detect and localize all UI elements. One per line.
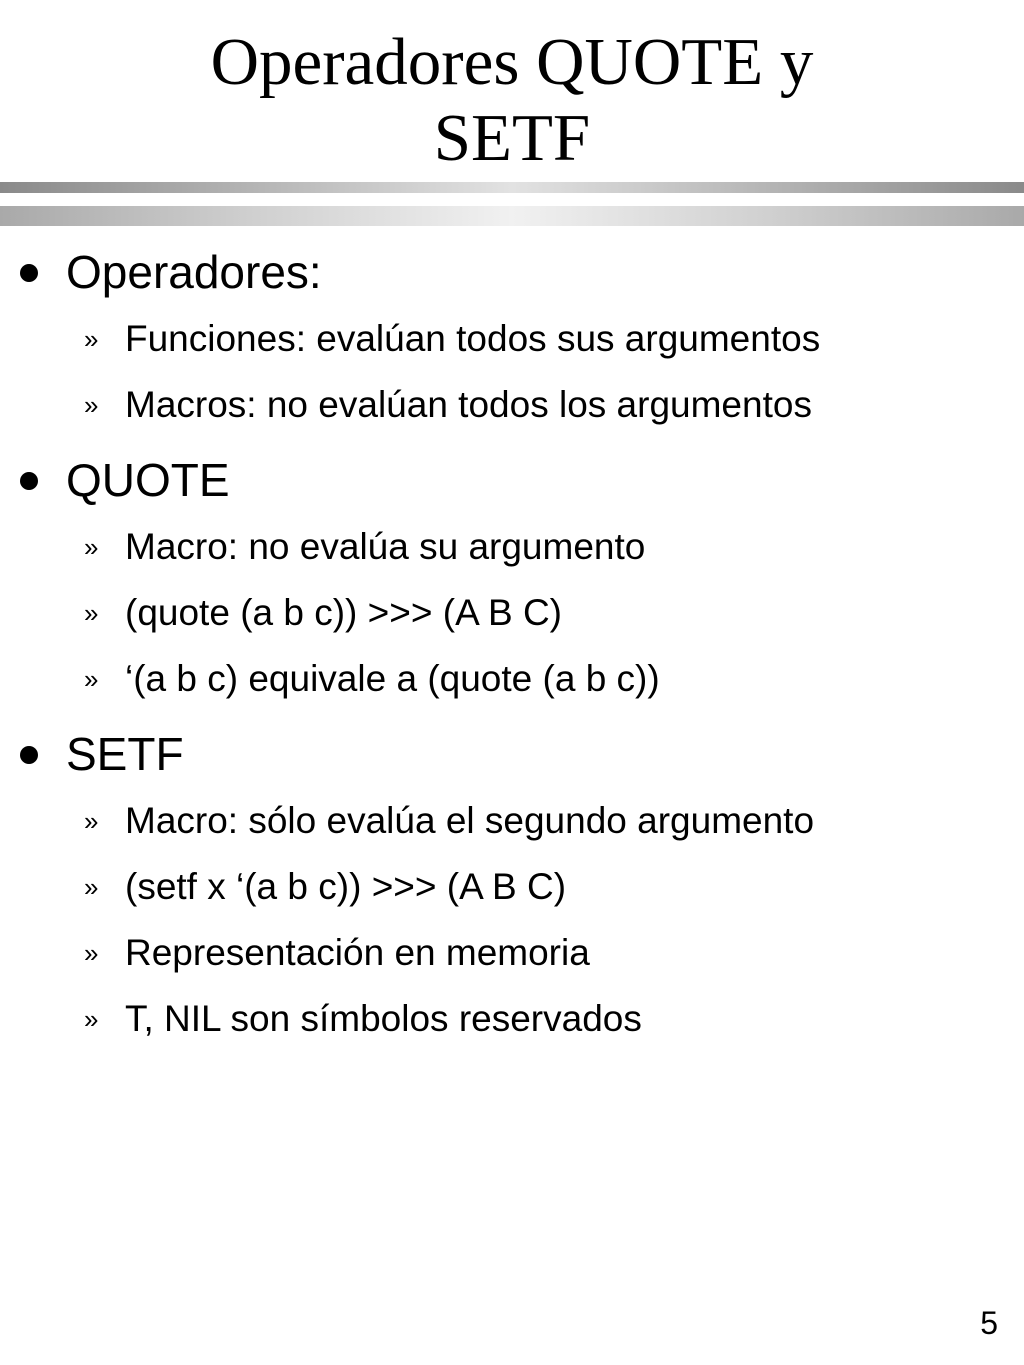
sub-item — [0, 306, 1024, 372]
sub-item-text: ‘(a b c) equivale a (quote (a b c)) — [125, 658, 660, 699]
chevron-right-icon: » — [84, 1004, 99, 1034]
sub-item-text: Representación en memoria — [125, 932, 590, 973]
title-divider-top — [0, 182, 1024, 193]
sub-item-text: Macro: sólo evalúa el segundo argumento — [125, 800, 815, 841]
sub-item-text: (quote (a b c)) >>> (A B C) — [125, 592, 562, 633]
sub-item — [0, 920, 1024, 986]
sub-item-text: Macro: no evalúa su argumento — [125, 526, 646, 567]
slide-title — [0, 24, 1024, 176]
chevron-right-icon: » — [84, 664, 99, 694]
bullet-item-quote — [0, 446, 1024, 514]
sub-item-text: Funciones: evalúan todos sus argumentos — [125, 318, 821, 359]
sub-item-text: Macros: no evalúan todos los argumentos — [125, 384, 812, 425]
slide-body — [0, 238, 1024, 1052]
bullet-dot-icon — [20, 264, 38, 282]
sub-item — [0, 514, 1024, 580]
bullet-text: QUOTE — [66, 454, 230, 506]
chevron-right-icon: » — [84, 390, 99, 420]
chevron-right-icon: » — [84, 532, 99, 562]
bullet-text: Operadores: — [66, 246, 322, 298]
sub-item-text: (setf x ‘(a b c)) >>> (A B C) — [125, 866, 567, 907]
sub-item — [0, 646, 1024, 712]
slide-title-line-2: SETF — [433, 101, 591, 175]
sub-item — [0, 854, 1024, 920]
bullet-item-operadores — [0, 238, 1024, 306]
sub-item — [0, 986, 1024, 1052]
chevron-right-icon: » — [84, 872, 99, 902]
bullet-dot-icon — [20, 472, 38, 490]
sub-item — [0, 788, 1024, 854]
sub-item — [0, 580, 1024, 646]
chevron-right-icon: » — [84, 938, 99, 968]
chevron-right-icon: » — [84, 598, 99, 628]
chevron-right-icon: » — [84, 806, 99, 836]
chevron-right-icon: » — [84, 324, 99, 354]
page-number: 5 — [980, 1305, 998, 1341]
bullet-item-setf — [0, 720, 1024, 788]
bullet-dot-icon — [20, 746, 38, 764]
sub-item-text: T, NIL son símbolos reservados — [125, 998, 642, 1039]
slide-title-line-1: Operadores QUOTE y — [210, 25, 814, 99]
bullet-text: SETF — [66, 728, 184, 780]
title-divider-bottom — [0, 206, 1024, 226]
sub-item — [0, 372, 1024, 438]
